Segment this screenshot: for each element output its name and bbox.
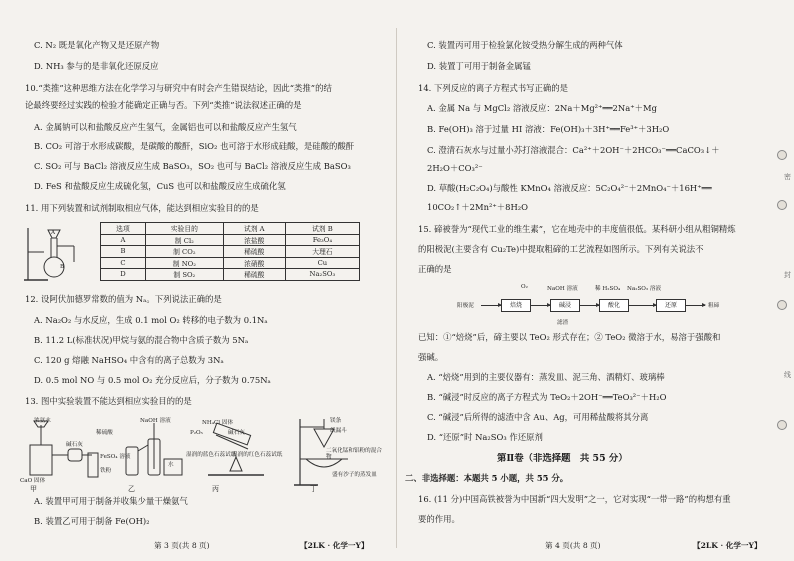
- q10-option-d: D. FeS 和盐酸反应生成硫化氢，CuS 也可以和盐酸反应生成硫化氢: [34, 181, 286, 191]
- flow-arrow: [530, 305, 550, 306]
- binding-mark: 封: [784, 271, 791, 279]
- table-row: [101, 246, 360, 258]
- table-cell: 大理石: [285, 246, 359, 258]
- flow-naoh: NaOH 溶液: [547, 286, 578, 292]
- flow-na2so3: Na₂SO₃ 溶液: [627, 286, 662, 292]
- flow-h2so4: 稀 H₂SO₄: [595, 286, 621, 292]
- label-water: 水: [168, 462, 174, 468]
- binding-mark: 线: [784, 371, 791, 379]
- q14-option-d-2: 10CO₂↑＋2Mn²⁺＋8H₂O: [427, 202, 528, 212]
- label-red-litmus: 湿润的红色石蕊试纸: [232, 452, 283, 458]
- q14-option-c-1: C. 澄清石灰水与过量小苏打溶液混合：Ca²⁺＋2OH⁻＋2HCO₃⁻══CaCO₃↓＋: [427, 145, 720, 155]
- q9-option-d: D. NH₃ 参与的是非氧化还原反应: [34, 61, 159, 71]
- q16-stem-1: 16. (11 分)中国高铁被誉为中国新“四大发明”之一，它对实现“一带一路”的构想有重: [418, 494, 731, 504]
- table-row: [101, 257, 360, 269]
- table-cell: 制 CO₂: [145, 246, 223, 258]
- table-cell: Cu: [285, 257, 359, 269]
- q14-option-c-2: 2H₂O＋CO₃²⁻: [427, 163, 483, 173]
- label-soda-lime-2: 碱石灰: [228, 430, 245, 436]
- q11-label-b: B: [60, 264, 65, 270]
- table-cell: 浓硝酸: [223, 257, 285, 269]
- q13-stem: 13. 图中实验装置不能达到相应实验目的的是: [25, 396, 192, 406]
- q13-option-a: A. 装置甲可用于制备并收集少量干燥氨气: [34, 496, 188, 506]
- flow-o2: O₂: [521, 284, 528, 290]
- q11-stem: 11. 用下列装置和试剂制取相应气体，能达到相应实验目的的是: [25, 203, 259, 213]
- label-feso4: FeSO₄ 溶液: [100, 454, 131, 460]
- binding-hole: [777, 420, 787, 430]
- flow-output: 粗碲: [708, 303, 720, 309]
- right-page: [397, 0, 794, 561]
- q10-option-c: C. SO₂ 可与 BaCl₂ 溶液反应生成 BaSO₃，SO₂ 也可与 BaCl₂ 溶液反应生成 BaSO₃: [34, 161, 351, 171]
- label-blue-litmus: 湿润的蓝色石蕊试纸: [186, 452, 237, 458]
- binding-mark: 密: [784, 173, 791, 181]
- flow-residue: 滤渣: [557, 320, 569, 326]
- q15-given-1: 已知：①“焙烧”后，碲主要以 TeO₂ 形式存在；② TeO₂ 微溶于水，易溶于强酸和: [418, 332, 721, 342]
- table-cell: 制 Cl₂: [145, 234, 223, 246]
- q12-option-d: D. 0.5 mol NO 与 0.5 mol O₂ 充分反应后，分子数为 0.75Nₐ: [34, 375, 271, 385]
- q13-option-d: D. 装置丁可用于制备金属锰: [427, 61, 531, 71]
- q15-stem-2: 的阳极泥(主要含有 Cu₂Te)中提取粗碲的工艺流程如图所示。下列有关说法不: [418, 244, 704, 254]
- q13-option-c: C. 装置丙可用于检验氯化铵受热分解生成的两种气体: [427, 40, 623, 50]
- q15-given-2: 强碱。: [418, 352, 444, 362]
- q10-option-a: A. 金属钠可以和盐酸反应产生氢气，金属铝也可以和盐酸反应产生氢气: [34, 122, 297, 132]
- label-cao: CaO 固体: [20, 478, 46, 484]
- binding-hole: [777, 150, 787, 160]
- q12-option-b: B. 11.2 L(标准状况)甲烷与氨的混合物中含质子数为 5Nₐ: [34, 335, 249, 345]
- q10-stem-1: 10.“类推”这种思维方法在化学学习与研究中有时会产生错误结论，因此“类推”的结: [25, 83, 332, 93]
- label-sand-dish: 盛有沙子的蒸发皿: [332, 472, 377, 478]
- flow-step-roast: 焙烧: [501, 299, 531, 312]
- q15-option-c: C. “碱浸”后所得的滤渣中含 Au、Ag，可用稀盐酸将其分离: [427, 412, 649, 422]
- label-paper-funnel: 纸漏斗: [330, 428, 347, 434]
- flow-step-alkali: 碱浸: [550, 299, 580, 312]
- q11-reagent-table: [100, 222, 360, 281]
- exam-tag-left: 【2LK · 化学一Y】: [300, 541, 369, 550]
- label-ding: 丁: [310, 485, 317, 493]
- table-cell: 稀硫酸: [223, 246, 285, 258]
- table-header-cell: 实验目的: [145, 223, 223, 235]
- flow-step-acid: 酸化: [599, 299, 629, 312]
- q16-stem-2: 要的作用。: [418, 514, 460, 524]
- q12-stem: 12. 设阿伏加德罗常数的值为 Nₐ。下列说法正确的是: [25, 294, 222, 304]
- table-cell: Fe₃O₄: [285, 234, 359, 246]
- q14-option-b: B. Fe(OH)₃ 溶于过量 HI 溶液：Fe(OH)₃＋3H⁺══Fe³⁺＋3H₂O: [427, 124, 670, 134]
- q15-stem-1: 15. 碲被誉为“现代工业的维生素”，它在地壳中的丰度值很低。某科研小组从粗铜精炼: [418, 224, 736, 234]
- q15-option-b: B. “碱浸”时反应的离子方程式为 TeO₂＋2OH⁻══TeO₃²⁻＋H₂O: [427, 392, 667, 402]
- section-instructions: 二、非选择题：本题共 5 小题，共 55 分。: [405, 473, 569, 483]
- q11-label-a: A: [51, 230, 56, 236]
- table-cell: B: [101, 246, 146, 258]
- table-header-cell: 试剂 A: [223, 223, 285, 235]
- q15-option-a: A. “焙烧”用到的主要仪器有：蒸发皿、泥三角、酒精灯、玻璃棒: [427, 372, 665, 382]
- q15-option-d: D. “还原”时 Na₂SO₃ 作还原剂: [427, 432, 543, 442]
- table-cell: 稀硫酸: [223, 269, 285, 281]
- table-row: [101, 234, 360, 246]
- table-cell: 制 SO₂: [145, 269, 223, 281]
- table-header-row: [101, 223, 360, 235]
- label-naoh: NaOH 溶液: [140, 418, 171, 424]
- label-yi: 乙: [128, 485, 135, 493]
- table-cell: Na₂SO₃: [285, 269, 359, 281]
- flow-input: 阳极泥: [457, 303, 474, 309]
- binding-hole: [777, 300, 787, 310]
- label-mg-ribbon: 镁条: [330, 418, 342, 424]
- q12-option-c: C. 120 g 熔融 NaHSO₄ 中含有的离子总数为 3Nₐ: [34, 355, 224, 365]
- binding-hole: [777, 200, 787, 210]
- flow-step-reduce: 还原: [656, 299, 686, 312]
- table-cell: A: [101, 234, 146, 246]
- section-title: 第Ⅱ卷（非选择题 共 55 分）: [497, 453, 628, 464]
- label-soda-lime: 碱石灰: [66, 442, 83, 448]
- table-cell: D: [101, 269, 146, 281]
- q15-stem-3: 正确的是: [418, 264, 452, 274]
- label-conc-ammonia: 浓氨水: [34, 418, 51, 424]
- table-cell: 浓盐酸: [223, 234, 285, 246]
- label-p2o5: P₂O₅: [190, 430, 203, 436]
- q13-option-b: B. 装置乙可用于制备 Fe(OH)₂: [34, 516, 150, 526]
- exam-tag-right: 【2LK · 化学一Y】: [693, 541, 762, 550]
- table-cell: C: [101, 257, 146, 269]
- flow-arrow: [579, 305, 599, 306]
- q14-stem: 14. 下列反应的离子方程式书写正确的是: [418, 83, 568, 93]
- table-header-cell: 试剂 B: [285, 223, 359, 235]
- q12-option-a: A. Na₂O₂ 与水反应，生成 0.1 mol O₂ 转移的电子数为 0.1Nₐ: [34, 315, 268, 325]
- flow-arrow: [481, 305, 501, 306]
- q14-option-a: A. 金属 Na 与 MgCl₂ 溶液反应：2Na＋Mg²⁺══2Na⁺＋Mg: [427, 103, 657, 113]
- table-header-cell: 选项: [101, 223, 146, 235]
- q14-option-d-1: D. 草酸(H₂C₂O₄)与酸性 KMnO₄ 溶液反应：5C₂O₄²⁻＋2MnO₄⁻＋16H⁺══: [427, 183, 712, 193]
- q10-option-b: B. CO₂ 可溶于水形成碳酸，是碳酸的酸酐，SiO₂ 也可溶于水形成硅酸，是硅酸的酸酐: [34, 141, 355, 151]
- flow-arrow: [685, 305, 705, 306]
- label-mno2-al-mix: 二氧化锰和铝粉的混合物: [326, 448, 382, 460]
- q9-option-c: C. N₂ 既是氧化产物又是还原产物: [34, 40, 160, 50]
- label-jia: 甲: [30, 485, 37, 493]
- table-cell: 制 NO₂: [145, 257, 223, 269]
- q10-stem-2: 论最终要经过实践的检验才能确定正确与否。下列“类推”说法叙述正确的是: [25, 100, 302, 110]
- flow-arrow: [628, 305, 656, 306]
- label-bing: 丙: [212, 485, 219, 493]
- page-number-left: 第 3 页(共 8 页): [154, 541, 210, 550]
- label-fe-powder: 铁粉: [100, 468, 112, 474]
- label-nh4cl: NH₄Cl 固体: [202, 420, 234, 426]
- table-row: [101, 269, 360, 281]
- label-dil-h2so4: 稀硫酸: [96, 430, 113, 436]
- page-number-right: 第 4 页(共 8 页): [545, 541, 601, 550]
